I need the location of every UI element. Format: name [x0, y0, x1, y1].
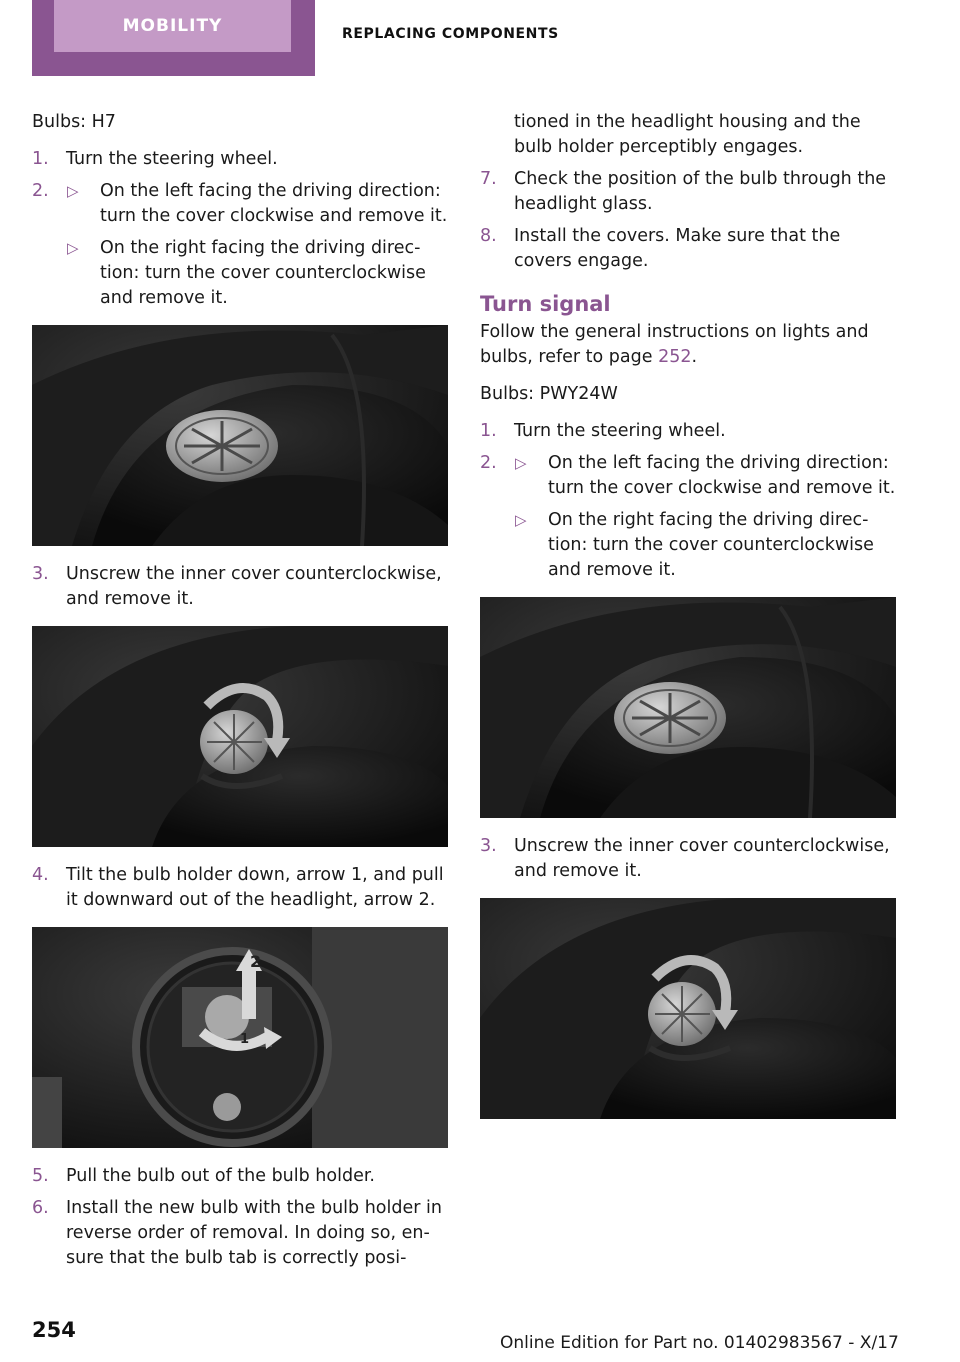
triangle-right-icon: ▷ [67, 239, 79, 257]
step-text: Install the new bulb with the bulb holder in reverse order of removal. In doing so, en‐sure that the bulb tab is correctly posi‐ [66, 1198, 442, 1268]
bulb-type: Bulbs: PWY24W [480, 384, 618, 404]
sub-step [32, 179, 448, 229]
step-item [32, 147, 448, 172]
intro-text: Follow the general instructions on lights and bulbs, refer to page [480, 322, 869, 367]
page-header [0, 0, 960, 74]
step-item [480, 451, 896, 583]
step-number: 1. [480, 421, 497, 441]
step-number: 4. [32, 865, 49, 885]
unscrew-cover-photo [32, 626, 448, 847]
step-text: Turn the steering wheel. [514, 421, 726, 441]
sub-step [480, 451, 896, 501]
arrow-1-label: 1 [240, 1032, 250, 1047]
triangle-right-icon: ▷ [515, 511, 527, 529]
sub-step [32, 236, 448, 311]
step-number: 1. [32, 149, 49, 169]
arrow-2-label: 2 [250, 952, 262, 971]
intro-paragraph [480, 320, 896, 370]
sub-step-text: On the left facing the driving direction: turn the cover clockwise and remove it. [548, 453, 896, 498]
triangle-right-icon: ▷ [515, 454, 527, 472]
section-title: REPLACING COMPONENTS [342, 26, 559, 42]
section-heading: Turn signal [480, 292, 611, 316]
step-continuation: tioned in the headlight housing and the bulb holder perceptibly engages. [514, 112, 861, 157]
wheel-arch-cover-photo [480, 597, 896, 818]
step-item [480, 419, 896, 444]
sub-step-text: On the right facing the driving direc‐tion: turn the cover counterclockwise and remove it. [548, 510, 874, 580]
step-number: 7. [480, 169, 497, 189]
page-link[interactable]: 252 [658, 347, 692, 367]
sub-step-text: On the left facing the driving direction: turn the cover clockwise and remove it. [100, 181, 448, 226]
wheel-arch-cover-photo [32, 325, 448, 546]
bulb-type: Bulbs: H7 [32, 112, 116, 132]
step-item [32, 863, 448, 913]
sub-step-text: On the right facing the driving direc‐tion: turn the cover counterclockwise and remove it. [100, 238, 426, 308]
step-item [32, 1196, 448, 1271]
right-column [480, 110, 896, 1135]
step-number: 8. [480, 226, 497, 246]
step-text: Unscrew the inner cover counterclockwise, and remove it. [514, 836, 890, 881]
step-text: Tilt the bulb holder down, arrow 1, and pull it downward out of the headlight, arrow 2. [66, 865, 444, 910]
intro-end: . [691, 347, 698, 367]
chapter-tab-label[interactable]: MOBILITY [54, 0, 291, 52]
sub-step [480, 508, 896, 583]
edition-note: Online Edition for Part no. 01402983567 - X/17 [500, 1333, 899, 1353]
step-item [480, 224, 896, 274]
step-text: Turn the steering wheel. [66, 149, 278, 169]
step-item [32, 1164, 448, 1189]
step-item [480, 167, 896, 217]
step-number: 3. [32, 564, 49, 584]
step-item [32, 179, 448, 311]
page-number: 254 [32, 1318, 76, 1342]
step-text: Pull the bulb out of the bulb holder. [66, 1166, 375, 1186]
bulb-holder-photo [32, 927, 448, 1148]
step-text: Unscrew the inner cover counterclockwise, and remove it. [66, 564, 442, 609]
step-item [480, 834, 896, 884]
step-text: Install the covers. Make sure that the covers engage. [514, 226, 841, 271]
unscrew-cover-photo [480, 898, 896, 1119]
step-text: Check the position of the bulb through the headlight glass. [514, 169, 887, 214]
step-item [32, 562, 448, 612]
step-number: 5. [32, 1166, 49, 1186]
step-number: 3. [480, 836, 497, 856]
step-number: 2. [32, 181, 49, 201]
step-number: 2. [480, 453, 497, 473]
left-column [32, 110, 448, 1278]
triangle-right-icon: ▷ [67, 182, 79, 200]
step-number: 6. [32, 1198, 49, 1218]
